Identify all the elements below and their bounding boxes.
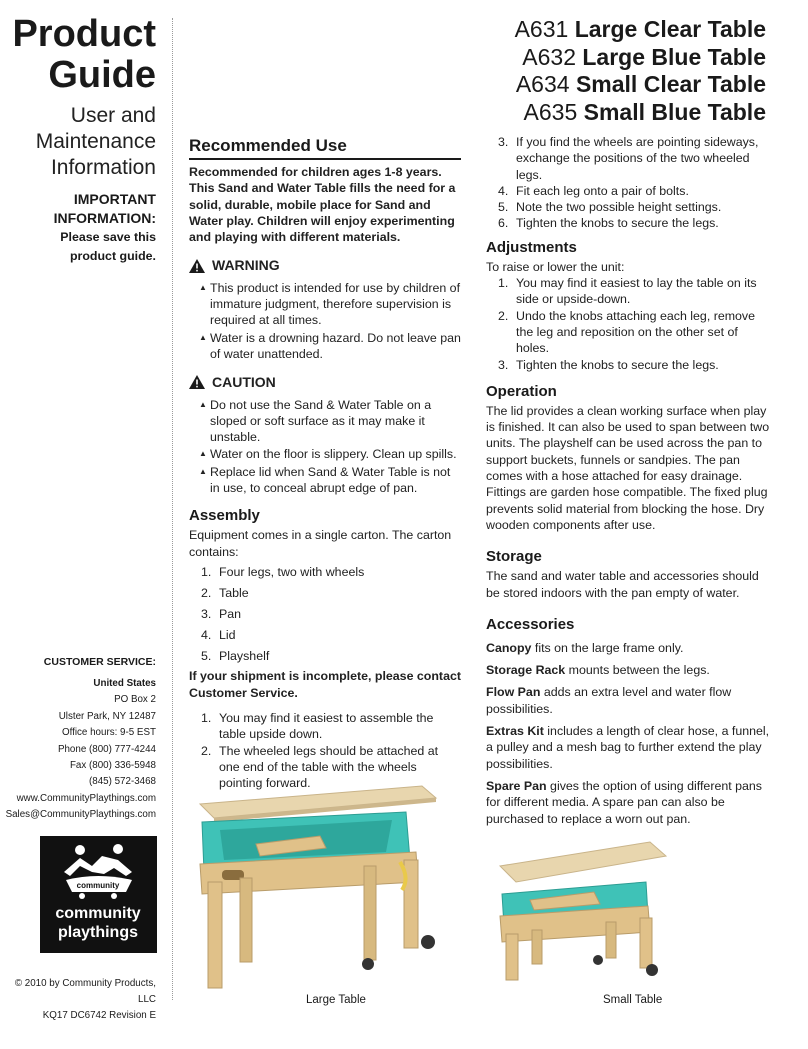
model-line <box>515 71 766 99</box>
adjustments-heading: Adjustments <box>486 238 577 256</box>
customer-service-contact <box>0 676 156 824</box>
address-line: PO Box 2 <box>114 694 156 706</box>
doc-codes: KQ17 DC6742 Revision E <box>42 1010 156 1021</box>
recommended-use-text: Recommended for children ages 1-8 years. This Sand and Water Table fills the need for a solid, durable, mobile place for Sand and Water play. Children will enjoy experimenting and playing with different materials. <box>189 165 456 245</box>
title-line: Product <box>12 13 156 55</box>
caution-icon <box>189 375 205 389</box>
adjustment-step: 3. Tighten the knobs to secure the legs. <box>498 357 719 372</box>
assembly-steps-continued <box>486 134 770 232</box>
copyright-block <box>0 976 156 1024</box>
logo-badge: community <box>76 881 120 890</box>
model-code: A634 <box>515 71 570 97</box>
subtitle-line: Maintenance <box>35 130 156 153</box>
recommended-use-heading: Recommended Use <box>189 135 461 160</box>
assembly-heading: Assembly <box>189 507 260 525</box>
fax: Fax (800) 336-5948 <box>69 760 156 772</box>
email-link[interactable]: Sales@CommunityPlaythings.com <box>5 809 156 821</box>
important-text: product guide. <box>69 249 156 263</box>
sidebar-divider <box>172 18 173 1000</box>
accessory-item: Flow Pan adds an extra level and water flow possibilities. <box>486 685 732 716</box>
incomplete-shipment-note: If your shipment is incomplete, please contact Customer Service. <box>189 669 461 700</box>
subtitle <box>0 103 156 181</box>
alt-phone: (845) 572-3468 <box>89 776 156 788</box>
small-table-caption: Small Table <box>603 994 663 1006</box>
model-code: A632 <box>522 43 576 70</box>
adjustments-steps <box>486 275 770 373</box>
adjustments-intro: To raise or lower the unit: <box>486 259 625 274</box>
important-text: Please save this <box>60 230 156 244</box>
carton-contents-list <box>189 564 461 664</box>
copyright: © 2010 by Community Products, LLC <box>14 978 156 1005</box>
caution-item: ▲ Do not use the Sand & Water Table on a sloped or soft surface as it may make it unstable. <box>200 397 461 446</box>
warning-item: ▲ This product is intended for use by children of immature judgment, therefore supervision is required at all times. <box>200 280 461 329</box>
caution-list <box>189 397 461 497</box>
customer-service-label: CUSTOMER SERVICE: <box>43 656 156 668</box>
accessory-item: Storage Rack mounts between the legs. <box>486 663 710 678</box>
model-code: A631 <box>514 16 569 42</box>
product-guide-title <box>0 14 156 96</box>
accessory-item: Canopy fits on the large frame only. <box>486 640 684 655</box>
logo-text-community: community <box>55 905 141 922</box>
accessories-list <box>486 640 770 827</box>
website-link[interactable]: www.CommunityPlaythings.com <box>16 792 156 804</box>
operation-heading: Operation <box>486 382 557 400</box>
assembly-intro: Equipment comes in a single carton. The carton contains: <box>189 528 452 559</box>
model-name: Small Blue Table <box>583 98 766 125</box>
model-line <box>515 99 766 127</box>
title-line: Guide <box>48 54 156 96</box>
model-name: Large Clear Table <box>574 16 766 42</box>
carton-item: 4. Lid <box>201 627 236 642</box>
warning-icon <box>189 259 205 273</box>
assembly-step: 2. The wheeled legs should be attached at one end of the table with the wheels pointing forward. <box>201 743 439 791</box>
address-line: Ulster Park, NY 12487 <box>58 710 156 722</box>
model-line <box>515 16 766 44</box>
assembly-steps <box>189 710 461 791</box>
carton-item: 1. Four legs, two with wheels <box>201 564 365 579</box>
subtitle-line: Information <box>50 156 156 179</box>
adjustment-step: 1. You may find it easiest to lay the table on its side or upside-down. <box>498 276 757 307</box>
phone: Phone (800) 777-4244 <box>57 743 156 755</box>
assembly-step: 1. You may find it easiest to assemble the table upside down. <box>201 710 434 742</box>
storage-heading: Storage <box>486 548 542 566</box>
carton-item: 5. Playshelf <box>201 648 270 663</box>
warning-list <box>189 280 461 362</box>
important-notice <box>0 190 156 266</box>
left-column <box>189 135 461 791</box>
small-table-illustration <box>496 838 682 989</box>
large-table-caption: Large Table <box>306 994 366 1006</box>
adjustment-step: 2. Undo the knobs attaching each leg, remove the leg and reposition on the other set of holes. <box>498 308 756 356</box>
accessory-item: Spare Pan gives the option of using different pans for different media. A spare pan can also be purchased to replace a worn out pan. <box>486 778 762 826</box>
warning-item: ▲ Water is a drowning hazard. Do not leave pan of water unattended. <box>200 330 461 363</box>
caution-label: CAUTION <box>212 374 276 391</box>
office-hours: Office hours: 9-5 EST <box>61 727 156 739</box>
assembly-step: 6. Tighten the knobs to secure the legs. <box>498 216 719 231</box>
caution-item: ▲ Water on the floor is slippery. Clean up spills. <box>200 446 461 462</box>
large-table-illustration <box>196 782 446 997</box>
assembly-step: 4. Fit each leg onto a pair of bolts. <box>498 183 689 198</box>
model-name: Large Blue Table <box>582 43 766 70</box>
model-list <box>515 16 766 126</box>
warning-label: WARNING <box>212 257 280 274</box>
caution-item: ▲ Replace lid when Sand & Water Table is not in use, to conceal abrupt edge of pan. <box>200 464 461 497</box>
right-column <box>486 134 770 833</box>
carton-item: 2. Table <box>201 585 249 600</box>
caution-heading <box>189 374 461 390</box>
operation-text: The lid provides a clean working surface when play is finished. It can also be used to span between two units. The playshelf can be used across the pan to support buckets, funnels or sandpies. The pan comes with a hose attached for easy drainage. Fittings are garden hose compatible. The fixed plug prevents solid material from blocking the hose. Dry wooden components after use. <box>486 403 770 532</box>
logo-text-playthings: playthings <box>57 924 139 941</box>
assembly-step: 3. If you find the wheels are pointing sideways, exchange the positions of the two wheeled legs. <box>498 135 759 182</box>
country: United States <box>93 678 156 689</box>
accessories-heading: Accessories <box>486 615 575 633</box>
warning-heading <box>189 257 461 273</box>
important-heading: IMPORTANT <box>73 191 156 207</box>
important-heading: INFORMATION: <box>53 210 156 226</box>
accessory-item: Extras Kit includes a length of clear hose, a funnel, a pulley and a mesh bag to further extend the play possibilities. <box>486 724 770 771</box>
storage-text: The sand and water table and accessories should be stored indoors with the pan empty of water. <box>486 569 759 600</box>
model-code: A635 <box>523 98 578 125</box>
model-name: Small Clear Table <box>575 71 766 97</box>
carton-item: 3. Pan <box>201 606 242 621</box>
community-playthings-logo <box>40 836 157 953</box>
assembly-step: 5. Note the two possible height settings. <box>498 200 722 215</box>
model-line <box>515 44 766 72</box>
subtitle-line: User and <box>70 104 156 127</box>
